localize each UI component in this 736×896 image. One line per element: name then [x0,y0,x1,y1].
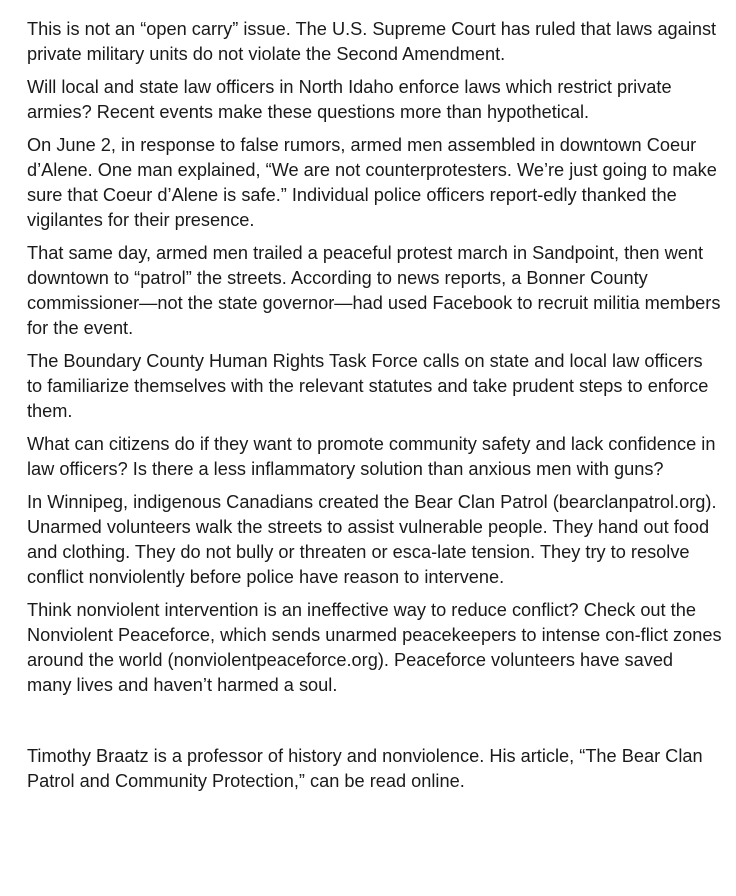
paragraph-bear-clan-patrol: In Winnipeg, indigenous Canadians created the Bear Clan Patrol (bearclanpatrol.org). Unarmed volunteers walk the streets to assist vulnerable people. They hand out food and clothing. They do not bully or threaten or esca-late tension. They try to resolve conflict nonviolently before police have reason to intervene. [27,492,717,587]
paragraph-law-officers-question: Will local and state law officers in North Idaho enforce laws which restrict private armies? Recent events make these questions more than hypothetical. [27,77,672,122]
paragraph-nonviolent-peaceforce: Think nonviolent intervention is an ineffective way to reduce conflict? Check out the Nonviolent Peaceforce, which sends unarmed peacekeepers to intense con-flict zones around the world (nonviolentpeaceforce.org). Peaceforce volunteers have saved many lives and haven’t harmed a soul. [27,600,722,695]
paragraph-sandpoint: That same day, armed men trailed a peaceful protest march in Sandpoint, then went downtown to “patrol” the streets. According to news reports, a Bonner County commissioner—not the state governor—had used Facebook to recruit militia members for the event. [27,243,721,338]
paragraph-open-carry: This is not an “open carry” issue. The U.S. Supreme Court has ruled that laws against private military units do not violate the Second Amendment. [27,19,717,64]
paragraph-citizens-question: What can citizens do if they want to promote community safety and lack confidence in law officers? Is there a less inflammatory solution than anxious men with guns? [27,434,716,479]
paragraph-task-force: The Boundary County Human Rights Task Force calls on state and local law officers to familiarize themselves with the relevant statutes and take prudent steps to enforce them. [27,351,709,421]
article-body [27,17,722,802]
paragraph-coeur-dalene: On June 2, in response to false rumors, armed men assembled in downtown Coeur d’Alene. One man explained, “We are not counterprotesters. We’re just going to make sure that Coeur d’Alene is safe.” Individual police officers report-edly thanked the vigilantes for their presence. [27,135,717,230]
author-bio: Timothy Braatz is a professor of history and nonviolence. His article, “The Bear Clan Patrol and Community Protection,” can be read online. [27,746,703,791]
